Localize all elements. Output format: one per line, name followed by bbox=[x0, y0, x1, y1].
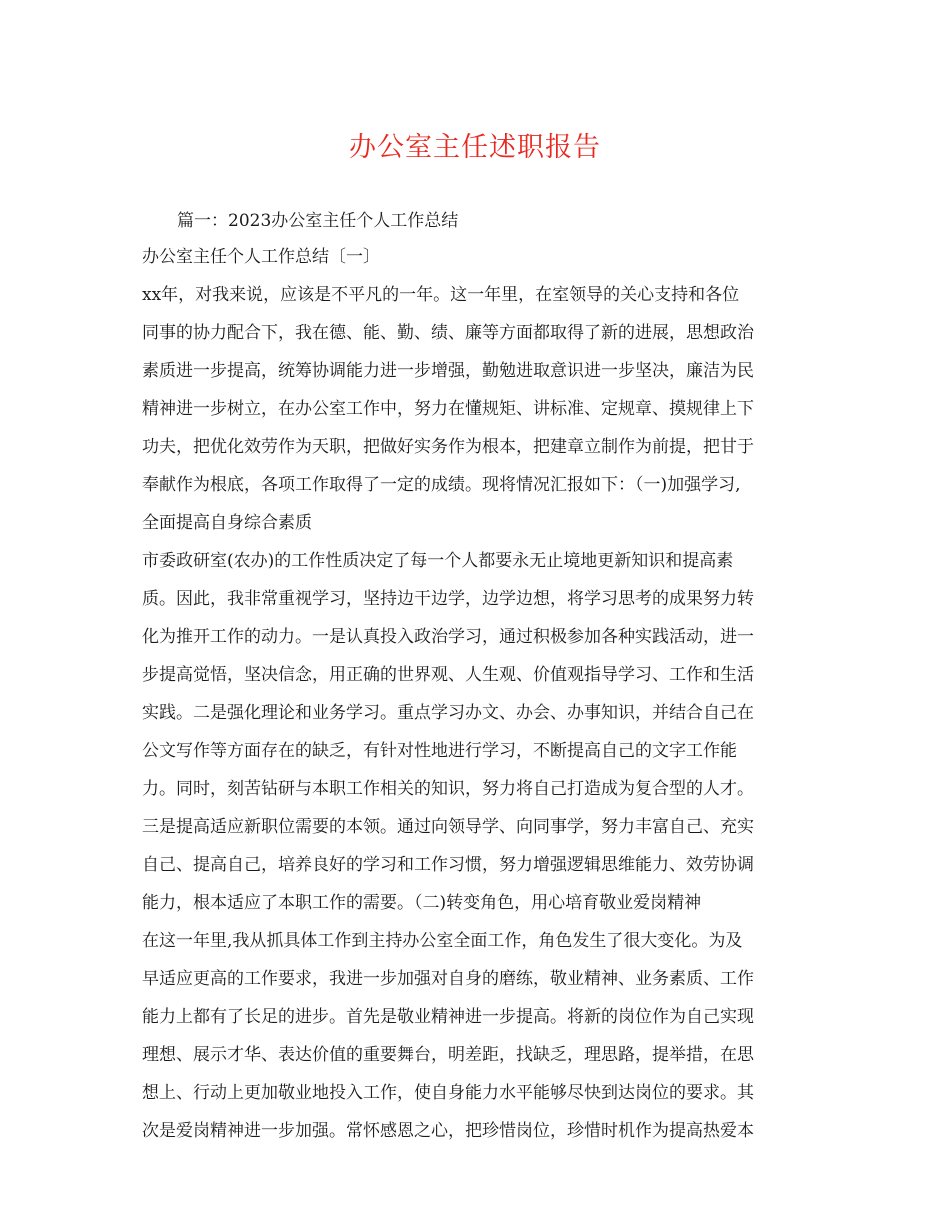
text-line: 公文写作等方面存在的缺乏，有针对性地进行学习，不断提高自己的文字工作能 bbox=[142, 741, 737, 761]
text-line: 功夫，把优化效劳作为天职，把做好实务作为根本，把建章立制作为前提，把甘于 bbox=[142, 437, 754, 457]
text-line: xx年，对我来说，应该是不平凡的一年。这一年里，在室领导的关心支持和各位 bbox=[142, 285, 740, 305]
text-line: 想上、行动上更加敬业地投入工作，使自身能力水平能够尽快到达岗位的要求。其 bbox=[142, 1083, 754, 1103]
text-line: 精神进一步树立，在办公室工作中，努力在懂规矩、讲标准、定规章、摸规律上下 bbox=[142, 399, 754, 419]
text-line: 同事的协力配合下，我在德、能、勤、绩、廉等方面都取得了新的进展，思想政治 bbox=[142, 323, 754, 343]
text-line: 次是爱岗精神进一步加强。常怀感恩之心，把珍惜岗位，珍惜时机作为提高热爱本 bbox=[142, 1121, 754, 1141]
text-line: 奉献作为根底，各项工作取得了一定的成绩。现将情况汇报如下：（一)加强学习, bbox=[142, 475, 741, 495]
text-line: 理想、展示才华、表达价值的重要舞台，明差距，找缺乏，理思路，提举措，在思 bbox=[142, 1045, 754, 1065]
text-line: 质。因此，我非常重视学习，坚持边干边学，边学边想，将学习思考的成果努力转 bbox=[142, 589, 754, 609]
text-line: 能力，根本适应了本职工作的需要。（二)转变角色，用心培育敬业爱岗精神 bbox=[142, 893, 702, 913]
text-line: 早适应更高的工作要求，我进一步加强对自身的磨练，敬业精神、业务素质、工作 bbox=[142, 969, 754, 989]
text-line: 市委政研室(农办)的工作性质决定了每一个人都要永无止境地更新知识和提高素 bbox=[142, 551, 734, 571]
text-line: 能力上都有了长足的进步。首先是敬业精神进一步提高。将新的岗位作为自己实现 bbox=[142, 1007, 754, 1027]
document-title: 办公室主任述职报告 bbox=[349, 132, 601, 163]
text-line: 自己、提高自己，培养良好的学习和工作习惯，努力增强逻辑思维能力、效劳协调 bbox=[142, 855, 754, 875]
text-line: 篇一：2023办公室主任个人工作总结 bbox=[177, 211, 459, 231]
text-line: 化为推开工作的动力。一是认真投入政治学习，通过积极参加各种实践活动，进一 bbox=[142, 627, 754, 647]
text-line: 步提高觉悟，坚决信念，用正确的世界观、人生观、价值观指导学习、工作和生活 bbox=[142, 665, 754, 685]
text-line: 三是提高适应新职位需要的本领。通过向领导学、向同事学，努力丰富自己、充实 bbox=[142, 817, 754, 837]
text-line: 办公室主任个人工作总结〔一〕 bbox=[142, 247, 380, 267]
text-line: 全面提高自身综合素质 bbox=[142, 513, 312, 533]
text-line: 素质进一步提高，统筹协调能力进一步增强，勤勉进取意识进一步坚决，廉洁为民 bbox=[142, 361, 754, 381]
text-line: 实践。二是强化理论和业务学习。重点学习办文、办会、办事知识，并结合自己在 bbox=[142, 703, 754, 723]
text-line: 力。同时，刻苦钻研与本职工作相关的知识，努力将自己打造成为复合型的人才。 bbox=[142, 779, 754, 799]
text-line: 在这一年里,我从抓具体工作到主持办公室全面工作，角色发生了很大变化。为及 bbox=[142, 931, 743, 951]
